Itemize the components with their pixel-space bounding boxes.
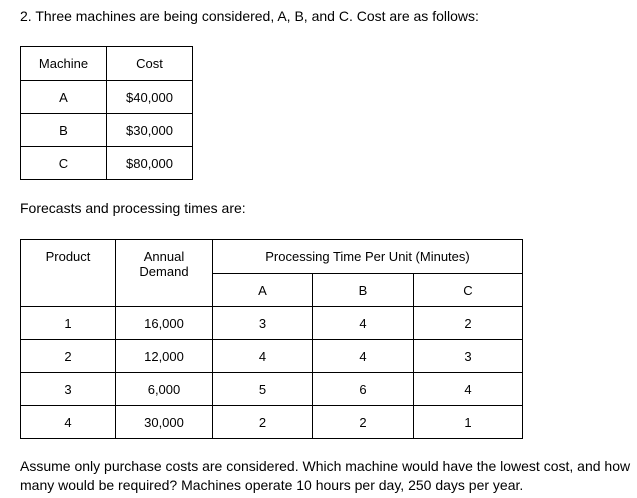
table-row (21, 114, 193, 147)
product-cell: 1 (21, 307, 116, 340)
forecast-label: Forecasts and processing times are: (20, 200, 246, 216)
demand-cell: 12,000 (116, 340, 213, 373)
machine-a-header: A (213, 274, 313, 307)
annual-header-line1: Annual (143, 249, 185, 264)
machine-c-header: C (414, 274, 523, 307)
time-c-cell: 4 (414, 373, 523, 406)
demand-cell: 30,000 (116, 406, 213, 439)
cost-cell: $40,000 (107, 81, 193, 114)
machine-cell: B (21, 114, 107, 147)
time-a-cell: 5 (213, 373, 313, 406)
time-a-cell: 4 (213, 340, 313, 373)
time-c-cell: 3 (414, 340, 523, 373)
table-row (21, 147, 193, 180)
cost-cell: $30,000 (107, 114, 193, 147)
machine-cost-table (20, 46, 193, 180)
annual-demand-column-header (116, 240, 213, 307)
annual-header-line2: Demand (139, 264, 189, 279)
table-row (21, 406, 523, 439)
demand-processing-table (20, 239, 523, 439)
product-cell: 3 (21, 373, 116, 406)
machine-cell: C (21, 147, 107, 180)
machine-column-header: Machine (21, 47, 107, 81)
table-row (21, 340, 523, 373)
time-b-cell: 4 (313, 340, 414, 373)
table-row (21, 373, 523, 406)
cost-table-header-row (21, 47, 193, 81)
demand-table-header-row (21, 240, 523, 274)
product-column-header: Product (21, 240, 116, 307)
time-c-cell: 1 (414, 406, 523, 439)
processing-time-header: Processing Time Per Unit (Minutes) (213, 240, 523, 274)
demand-cell: 16,000 (116, 307, 213, 340)
machine-b-header: B (313, 274, 414, 307)
table-row (21, 307, 523, 340)
time-b-cell: 2 (313, 406, 414, 439)
time-a-cell: 3 (213, 307, 313, 340)
product-cell: 2 (21, 340, 116, 373)
cost-column-header: Cost (107, 47, 193, 81)
time-a-cell: 2 (213, 406, 313, 439)
table-row (21, 81, 193, 114)
time-c-cell: 2 (414, 307, 523, 340)
question-prompt: Assume only purchase costs are considered. Which machine would have the lowest cost, and how many would be required? Machines operate 10 hours per day, 250 days per year. (20, 458, 631, 493)
product-cell: 4 (21, 406, 116, 439)
time-b-cell: 4 (313, 307, 414, 340)
machine-cell: A (21, 81, 107, 114)
cost-cell: $80,000 (107, 147, 193, 180)
demand-cell: 6,000 (116, 373, 213, 406)
question-title: 2. Three machines are being considered, A, B, and C. Cost are as follows: (20, 8, 479, 24)
time-b-cell: 6 (313, 373, 414, 406)
